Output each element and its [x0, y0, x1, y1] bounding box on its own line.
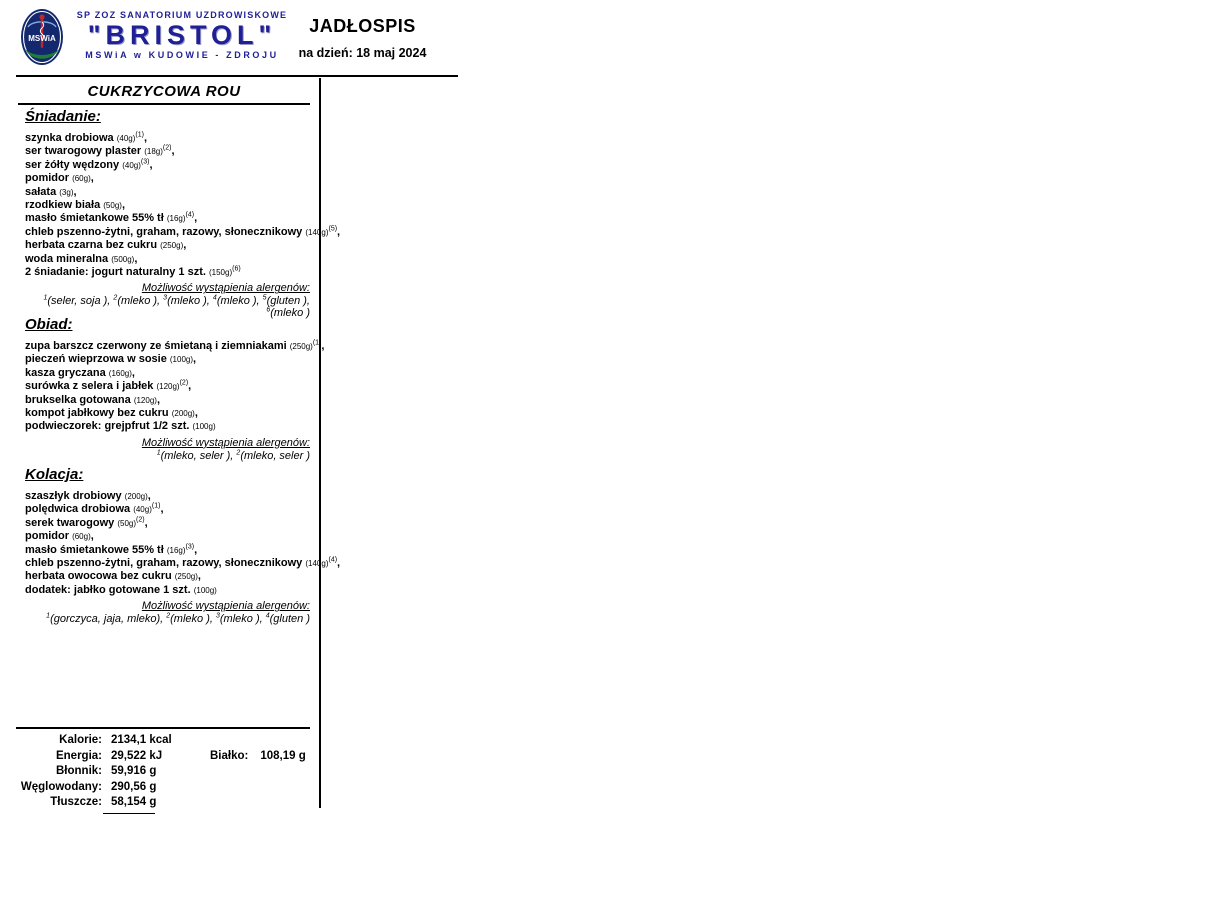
item-name: podwieczorek: grejpfrut 1/2 szt. — [25, 420, 193, 433]
item-quantity: (100g) — [193, 585, 217, 595]
section-breakfast — [25, 108, 341, 320]
allergen-ref: 2 — [236, 449, 241, 457]
menu-item — [25, 353, 310, 366]
item-quantity: (120g) — [133, 395, 157, 405]
item-tail: , — [121, 199, 125, 212]
item-name: ser żółty wędzony — [25, 158, 123, 171]
nutrition-row-fiber — [16, 765, 312, 781]
allergen-text: (mleko ), — [170, 613, 216, 626]
menu-item — [25, 556, 341, 570]
item-tail: , — [188, 380, 192, 393]
item-tail: , — [194, 407, 198, 420]
allergen-ref: 3 — [215, 612, 220, 620]
item-name: chleb pszenno-żytni, graham, razowy, słonecznikowy — [25, 557, 306, 570]
sanatorium-logo-icon — [20, 8, 64, 66]
menu-item — [25, 517, 310, 530]
item-quantity: (50g) — [103, 201, 122, 211]
item-name: pieczeń wieprzowa w sosie — [25, 353, 170, 366]
item-name: szynka drobiowa — [25, 132, 117, 144]
allergen-ref: 4 — [265, 612, 270, 620]
logo-text: MSWiA — [28, 34, 56, 43]
allergen-ref: (1) — [312, 339, 322, 347]
item-name: woda mineralna — [25, 252, 112, 265]
allergen-ref: 4 — [212, 294, 217, 302]
allergen-text: (mleko ) — [270, 307, 310, 320]
item-name: surówka z selera i jabłek — [25, 380, 157, 393]
item-name: polędwica drobiowa — [25, 503, 134, 516]
item-quantity: (60g) — [72, 174, 91, 184]
item-name: pomidor — [25, 172, 73, 185]
item-quantity: (60g) — [72, 532, 91, 542]
nutrition-rows — [16, 734, 312, 812]
item-name: zupa barszcz czerwony ze śmietaną i ziemniakami — [25, 340, 290, 352]
nutrition-value: 29,522 kJ — [111, 749, 163, 762]
allergen-text: (mleko, seler ) — [240, 449, 310, 462]
nutrition-row-energy — [16, 750, 312, 766]
menu-item-list — [25, 339, 325, 434]
allergen-ref: (2) — [162, 144, 172, 152]
brand-name: "BRISTOL" — [87, 20, 277, 50]
item-name: szaszłyk drobiowy — [25, 490, 125, 502]
item-tail: , — [160, 503, 164, 516]
item-quantity: (500g) — [111, 254, 135, 264]
nutrition-row-fat — [16, 796, 312, 812]
item-name: pomidor — [25, 530, 73, 543]
diet-name: CUKRZYCOWA ROU — [87, 83, 241, 100]
allergen-text: (mleko ), — [117, 295, 164, 308]
allergen-list — [25, 613, 310, 625]
menu-item — [25, 407, 310, 420]
item-name: masło śmietankowe 55% tł — [25, 212, 167, 225]
section-lunch — [25, 316, 325, 462]
menu-item — [25, 212, 310, 225]
nutrition-label: Energia: — [55, 749, 102, 762]
allergen-ref: (3) — [185, 542, 195, 550]
nutrition-label: Błonnik: — [56, 765, 102, 777]
item-quantity: (50g) — [117, 518, 137, 528]
item-name: masło śmietankowe 55% tł — [25, 543, 167, 556]
menu-item — [25, 225, 341, 239]
nutrition-value: 290,56 g — [111, 780, 157, 793]
allergen-heading: Możliwość wystąpienia alergenów: — [141, 282, 310, 295]
item-name: kompot jabłkowy bez cukru — [25, 407, 172, 420]
item-tail: , — [134, 252, 138, 265]
nutrition-label: Węglowodany: — [20, 780, 102, 793]
item-quantity: (200g) — [171, 409, 195, 419]
item-quantity: (250g) — [160, 241, 184, 251]
item-quantity: (40g) — [122, 160, 141, 170]
section-heading-lunch: Obiad: — [25, 316, 73, 333]
item-name: herbata czarna bez cukru — [25, 239, 161, 252]
item-tail: , — [149, 158, 153, 171]
section-dinner — [25, 466, 341, 626]
allergen-ref: 1 — [156, 449, 161, 457]
nutrition-protein — [210, 750, 306, 762]
allergen-ref: 2 — [113, 294, 118, 302]
item-tail: , — [194, 212, 198, 225]
item-tail: , — [73, 185, 77, 198]
item-tail: , — [337, 225, 341, 238]
item-name: ser twarogowy plaster — [25, 145, 145, 158]
item-name: chleb pszenno-żytni, graham, razowy, słonecznikowy — [25, 225, 306, 238]
menu-item — [25, 172, 310, 185]
menu-item — [25, 570, 310, 583]
allergen-text: (mleko ), — [216, 295, 263, 308]
menu-item — [25, 132, 310, 145]
allergen-ref: 1 — [43, 294, 48, 302]
allergen-ref: (4) — [185, 211, 195, 219]
menu-title: JADŁOSPIS — [309, 16, 416, 36]
menu-item — [25, 544, 310, 557]
item-tail: , — [194, 543, 198, 556]
allergen-ref: (2) — [136, 516, 145, 524]
allergen-ref: (1) — [151, 502, 161, 510]
item-quantity: (3g) — [59, 187, 74, 197]
nutrition-value: 2134,1 kcal — [111, 734, 172, 746]
menu-item — [25, 199, 310, 212]
allergen-text: (mleko ), — [167, 295, 213, 308]
item-quantity: (40g) — [133, 505, 152, 515]
nutrition-bottom-rule — [103, 813, 155, 814]
item-quantity: (16g) — [166, 214, 186, 224]
nutrition-summary — [16, 727, 312, 812]
menu-title-block — [290, 16, 435, 60]
nutrition-label: Białko: — [210, 749, 249, 762]
menu-item-list — [25, 490, 341, 597]
diet-title-underline — [18, 103, 310, 105]
menu-item — [25, 380, 310, 393]
item-tail: , — [156, 393, 160, 406]
nutrition-row-calories — [16, 734, 312, 750]
item-quantity: (100g) — [192, 422, 216, 432]
allergen-ref: (2) — [179, 379, 189, 387]
menu-item — [25, 145, 310, 158]
item-quantity: (200g) — [124, 492, 148, 501]
allergen-text: (gluten ) — [269, 613, 310, 626]
item-tail: , — [171, 145, 175, 158]
menu-item-list — [25, 131, 341, 279]
menu-item — [25, 266, 310, 279]
nutrition-value: 108,19 g — [260, 749, 306, 762]
allergen-ref: 3 — [163, 294, 168, 302]
menu-item — [25, 367, 310, 380]
nutrition-top-rule — [16, 727, 310, 729]
allergen-text: (mleko, seler ), — [160, 449, 237, 462]
allergen-heading: Możliwość wystąpienia alergenów: — [141, 600, 310, 613]
allergen-ref: 6 — [266, 306, 271, 314]
item-tail: , — [90, 172, 94, 185]
allergen-ref: 1 — [46, 612, 51, 620]
menu-item — [25, 159, 310, 172]
item-tail: , — [90, 530, 94, 543]
menu-item — [25, 339, 325, 353]
item-quantity: (120g) — [156, 382, 180, 392]
section-heading-breakfast: Śniadanie: — [25, 108, 101, 125]
menu-item — [25, 239, 310, 252]
item-name: dodatek: jabłko gotowane 1 szt. — [25, 583, 194, 596]
allergen-text: (mleko ), — [219, 613, 266, 626]
item-tail: , — [143, 132, 148, 144]
nutrition-label: Tłuszcze: — [50, 796, 102, 808]
item-quantity: (100g) — [169, 355, 194, 365]
allergen-text: (gorczyca, jaja, mleko), — [50, 613, 167, 626]
item-name: sałata — [25, 185, 60, 198]
nutrition-value: 58,154 g — [111, 796, 157, 808]
menu-item — [25, 253, 310, 266]
item-quantity: (160g) — [108, 368, 132, 378]
allergen-text: (seler, soja ), — [47, 295, 114, 308]
item-name: herbata owocowa bez cukru — [25, 570, 175, 583]
item-tail: , — [337, 557, 341, 570]
item-tail: , — [193, 353, 197, 366]
allergen-ref: 5 — [262, 294, 267, 302]
nutrition-value: 59,916 g — [111, 765, 157, 777]
menu-item — [25, 420, 310, 433]
item-quantity: (16g) — [166, 545, 186, 555]
item-tail: , — [147, 490, 151, 502]
item-tail: , — [197, 570, 201, 583]
item-quantity: (140g) — [305, 559, 329, 569]
item-tail: , — [144, 516, 148, 529]
item-tail: , — [183, 239, 187, 252]
org-name-line: SP ZOZ SANATORIUM UZDROWISKOWE — [76, 10, 288, 20]
item-name: 2 śniadanie: jogurt naturalny 1 szt. — [25, 266, 209, 279]
nutrition-label: Kalorie: — [59, 734, 102, 746]
allergen-ref: 2 — [166, 612, 171, 620]
header-divider — [16, 75, 458, 77]
brand-block — [64, 10, 300, 60]
allergen-text: (gluten ), — [266, 295, 310, 308]
menu-item — [25, 584, 310, 597]
section-heading-dinner: Kolacja: — [25, 466, 84, 483]
item-quantity: (140g) — [305, 227, 329, 237]
menu-item — [25, 490, 310, 503]
item-tail: , — [131, 366, 135, 379]
item-name: serek twarogowy — [25, 516, 118, 529]
item-name: brukselka gotowana — [25, 393, 134, 406]
menu-date: na dzień: 18 maj 2024 — [298, 46, 427, 60]
column-divider — [319, 78, 321, 808]
allergen-list — [25, 450, 310, 462]
item-quantity: (250g) — [289, 342, 313, 351]
allergen-heading: Możliwość wystąpienia alergenów: — [141, 436, 310, 449]
allergen-ref: (1) — [135, 131, 144, 139]
item-tail: , — [321, 340, 325, 352]
menu-item — [25, 530, 310, 543]
menu-item — [25, 394, 310, 407]
allergen-ref: (6) — [232, 265, 241, 273]
item-quantity: (40g) — [116, 134, 136, 143]
item-name: rzodkiew biała — [25, 199, 104, 212]
menu-item — [25, 503, 310, 516]
item-quantity: (150g) — [208, 268, 233, 278]
org-location-line: MSWiA w KUDOWIE - ZDROJU — [85, 50, 279, 60]
item-quantity: (250g) — [174, 572, 198, 582]
allergen-ref: (3) — [140, 158, 150, 166]
allergen-ref: (5) — [328, 225, 338, 233]
allergen-ref: (4) — [328, 556, 338, 564]
item-name: kasza gryczana — [25, 366, 109, 379]
menu-item — [25, 186, 310, 199]
item-quantity: (18g) — [144, 147, 163, 157]
nutrition-row-carbs — [16, 781, 312, 797]
